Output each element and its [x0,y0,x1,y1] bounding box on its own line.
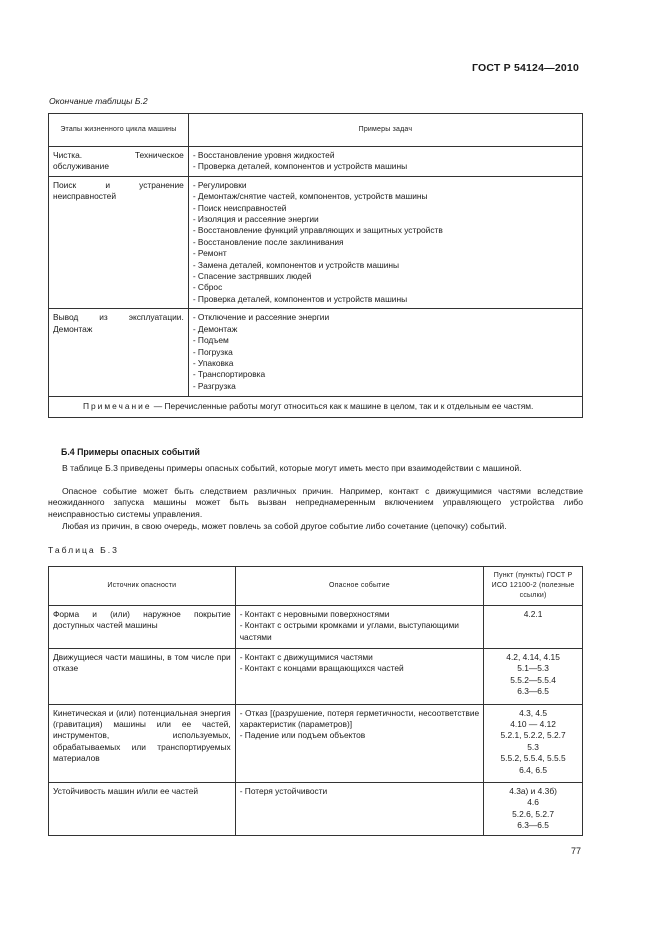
source-cell: Форма и (или) наружное покрытие доступных частей машины [49,606,236,649]
table-row [49,783,583,836]
list-item: - Замена деталей, компонентов и устройств машины [192,259,400,270]
column-header: Пункт (пункты) ГОСТ Р ИСО 12100-2 (полезные ссылки) [484,567,583,606]
list-item: 5.3 [527,741,539,752]
paragraph: Опасное событие может быть следствием различных причин. Например, контакт с движущимися частями вследствие неожиданного запуска машины может быть вызван непреднамеренным включением управляющего устройства либо неисправностью системы управления. [48,486,583,519]
tasks-cell [188,147,582,177]
list-item: 5.1—5.3 [517,663,549,674]
table-row [49,147,583,177]
list-item: 5.5.2—5.5.4 [510,674,556,685]
paragraph: Любая из причин, в свою очередь, может повлечь за собой другое событие либо сочетание (цепочку) событий. [62,521,507,531]
list-item: - Подъем [192,335,229,346]
list-item: - Демонтаж/снятие частей, компонентов, устройств машины [192,191,428,202]
list-item: - Демонтаж [192,323,238,334]
list-item: - Изоляция и рассеяние энергии [192,214,319,225]
list-item: - Восстановление после заклинивания [192,236,344,247]
list-item: 4.3, 4.5 [519,707,548,718]
list-item: - Проверка деталей, компонентов и устройств машины [192,293,408,304]
column-header: Этапы жизненного цикла машины [49,114,189,147]
events-cell [235,783,483,836]
list-item: - Сброс [192,282,223,293]
source-cell: Устойчивость машин и/или ее частей [49,783,236,836]
list-item: - Проверка деталей, компонентов и устройств машины [192,161,408,172]
list-item: - Контакт с острыми кромками и углами, выступающими частями [239,620,459,642]
document-id: ГОСТ Р 54124—2010 [471,62,579,74]
list-item: 6.3—6.5 [517,820,549,831]
list-item: - Восстановление функций управляющих и защитных устройств [192,225,443,236]
table-note-row [49,397,583,417]
source-cell: Движущиеся части машины, в том числе при отказе [49,649,236,705]
list-item: 6.3—6.5 [517,686,549,697]
table-row [49,176,583,308]
list-item: - Погрузка [192,346,233,357]
column-header: Опасное событие [235,567,483,606]
list-item: - Восстановление уровня жидкостей [192,150,335,160]
events-cell [235,649,483,705]
list-item: 4.2.1 [523,609,543,619]
stage-cell: Чистка. Техническое обслуживание [49,147,189,177]
column-header: Источник опасности [49,567,236,606]
table-row [49,704,583,782]
refs-cell [484,649,583,705]
events-cell [235,606,483,649]
list-item: - Спасение застрявших людей [192,271,312,282]
list-item: 5.5.2, 5.5.4, 5.5.5 [500,753,566,764]
list-item: - Потеря устойчивости [239,786,328,797]
page-number: 77 [571,846,582,856]
table-row [49,309,583,397]
list-item: - Упаковка [192,357,234,368]
list-item: - Поиск неисправностей [192,202,287,213]
source-cell: Кинетическая и (или) потенциальная энергия (гравитация) машины или ее частей, инструментов, используемых, обрабатываемых или транспортируемых материалов [49,704,236,782]
table-b3 [48,566,583,836]
list-item: - Контакт с неровными поверхностями [239,609,390,619]
list-item: - Контакт с концами вращающихся частей [239,663,404,674]
list-item: - Падение или подъем объектов [239,730,366,741]
table-caption: Окончание таблицы Б.2 [49,96,148,106]
list-item: 5.2.1, 5.2.2, 5.2.7 [500,730,566,741]
list-item: - Отключение и рассеяние энергии [192,312,330,323]
events-cell [235,704,483,782]
tasks-cell [188,309,582,397]
list-item: 4.3а) и 4.3б) [509,786,557,797]
table-note [49,397,583,417]
list-item: - Контакт с движущимися частями [239,652,373,662]
note-text: — Перечисленные работы могут относиться как к машине в целом, так и к отдельным ее частям. [151,401,534,412]
paragraph: В таблице Б.3 приведены примеры опасных событий, которые могут иметь место при взаимодействии с машиной. [62,463,522,473]
note-label: Примечание [83,401,152,412]
list-item: - Регулировки [192,179,247,190]
table-header-row [49,114,583,147]
list-item: 4.10 — 4.12 [510,719,556,730]
refs-cell [484,606,583,649]
section-title: Б.4 Примеры опасных событий [61,447,200,457]
refs-cell [484,704,583,782]
list-item: - Ремонт [192,248,227,259]
table-header-row [49,567,583,606]
list-item: 6.4, 6.5 [519,764,548,775]
table-b2 [48,113,583,418]
stage-cell: Поиск и устранение неисправностей [49,176,189,308]
tasks-cell [188,176,582,308]
list-item: - Транспортировка [192,369,266,380]
table-row [49,606,583,649]
list-item: 4.2, 4.14, 4.15 [506,652,560,662]
column-header: Примеры задач [188,114,582,147]
refs-cell [484,783,583,836]
table-row [49,649,583,705]
list-item: - Разгрузка [192,380,236,391]
list-item: - Отказ [(разрушение, потеря герметичности, несоответствие характеристик (параметров)] [239,707,480,730]
list-item: 4.6 [527,797,539,808]
table-label: Таблица Б.3 [48,545,119,555]
list-item: 5.2.6, 5.2.7 [512,808,555,819]
stage-cell: Вывод из эксплуатации. Демонтаж [49,309,189,397]
